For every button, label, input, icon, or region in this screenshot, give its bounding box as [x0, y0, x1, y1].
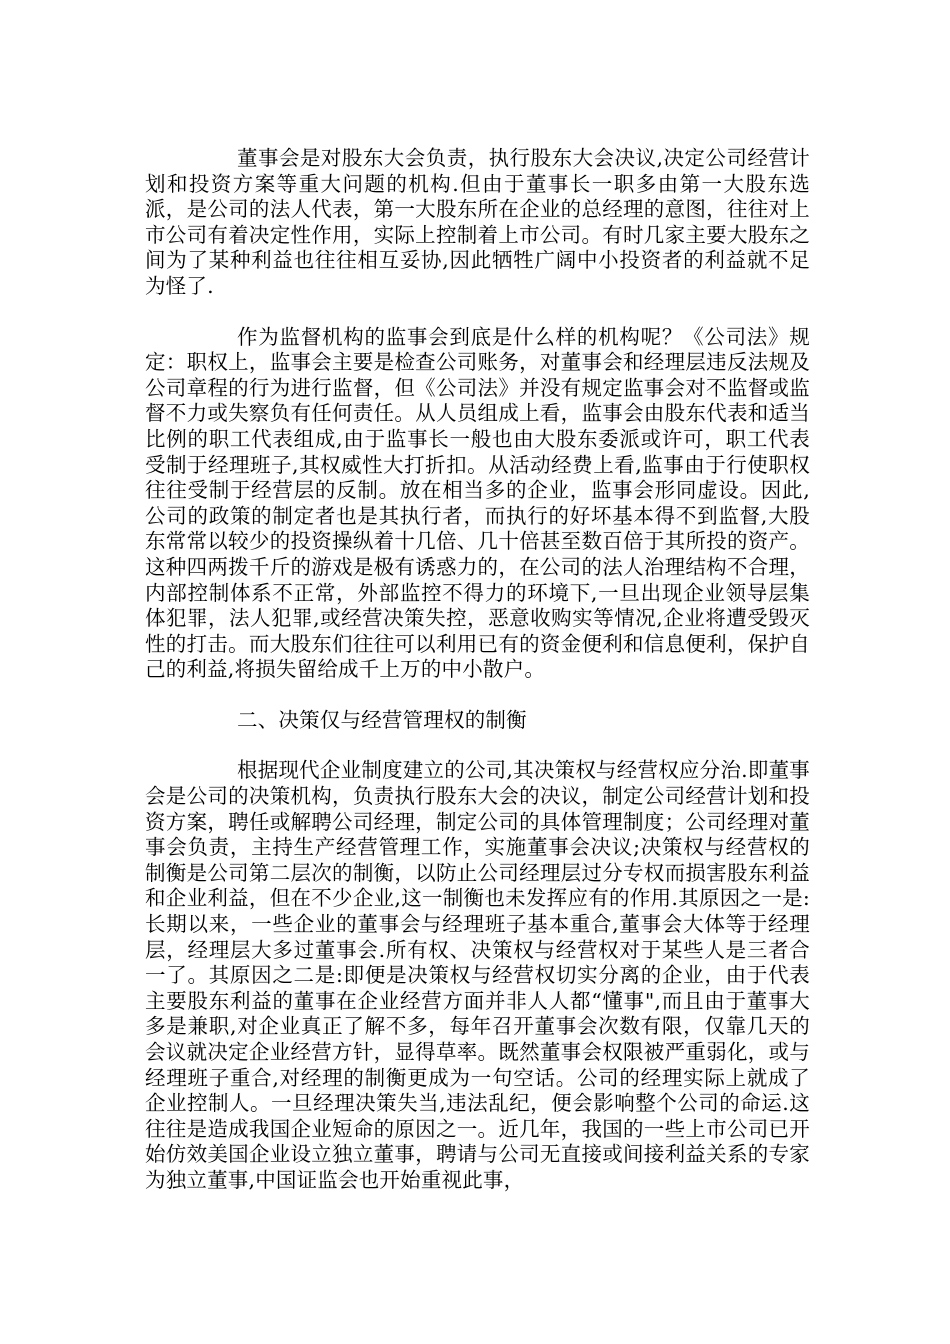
document-body [145, 146, 810, 1194]
paragraph-decision-management-balance: 根据现代企业制度建立的公司,其决策权与经营权应分治.即董事会是公司的决策机构，负责执行股东大会的决议，制定公司经营计划和投资方案，聘任或解聘公司经理，制定公司的具体管理制度；公司经理对董事会负责，主持生产经营管理工作，实施董事会决议;决策权与经营权的制衡是公司第二层次的制衡，以防止公司经理层过分专权而损害股东利益和企业利益，但在不少企业,这一制衡也未发挥应有的作用.其原因之一是:长期以来，一些企业的董事会与经理班子基本重合,董事会大体等于经理层，经理层大多过董事会.所有权、决策权与经营权对于某些人是三者合一了。其原因之二是:即便是决策权与经营权切实分离的企业，由于代表主要股东利益的董事在企业经营方面并非人人都“懂事",而且由于董事大多是兼职,对企业真正了解不多，每年召开董事会次数有限，仅靠几天的会议就决定企业经营方针，显得草率。既然董事会权限被严重弱化，或与经理班子重合,对经理的制衡更成为一句空话。公司的经理实际上就成了企业控制人。一旦经理决策失当,违法乱纪，便会影响整个公司的命运.这往往是造成我国企业短命的原因之一。近几年，我国的一些上市公司已开始仿效美国企业设立独立董事，聘请与公司无直接或间接利益关系的专家为独立董事,中国证监会也开始重视此事， [145, 758, 810, 1192]
paragraph-supervisory-board: 作为监督机构的监事会到底是什么样的机构呢？《公司法》规定：职权上，监事会主要是检查公司账务，对董事会和经理层违反法规及公司章程的行为进行监督，但《公司法》并没有规定监事会对不监督或监督不力或失察负有任何责任。从人员组成上看，监事会由股东代表和适当比例的职工代表组成,由于监事长一般也由大股东委派或许可，职工代表受制于经理班子,其权威性大打折扣。从活动经费上看,监事由于行使职权往往受制于经营层的反制。放在相当多的企业，监事会形同虚设。因此,公司的政策的制定者也是其执行者，而执行的好坏基本得不到监督,大股东常常以较少的投资操纵着十几倍、几十倍甚至数百倍于其所投的资产。这种四两拨千斤的游戏是极有诱惑力的，在公司的法人治理结构不合理，内部控制体系不正常，外部监控不得力的环境下,一旦出现企业领导层集体犯罪，法人犯罪,或经营决策失控，恶意收购实等情况,企业将遭受毁灭性的打击。而大股东们往往可以利用已有的资金便利和信息便利，保护自己的利益,将损失留给成千上万的中小散户。 [145, 324, 810, 682]
section-heading: 二、决策仅与经营管理权的制衡 [237, 707, 527, 732]
paragraph-board-of-directors: 董事会是对股东大会负责，执行股东大会决议,决定公司经营计划和投资方案等重大问题的机构.但由于董事长一职多由第一大股东选派，是公司的法人代表，第一大股东所在企业的总经理的意图，往往对上市公司有着决定性作用，实际上控制着上市公司。有时几家主要大股东之间为了某种利益也往往相互妥协,因此牺牲广阔中小投资者的利益就不足为怪了. [145, 146, 810, 298]
